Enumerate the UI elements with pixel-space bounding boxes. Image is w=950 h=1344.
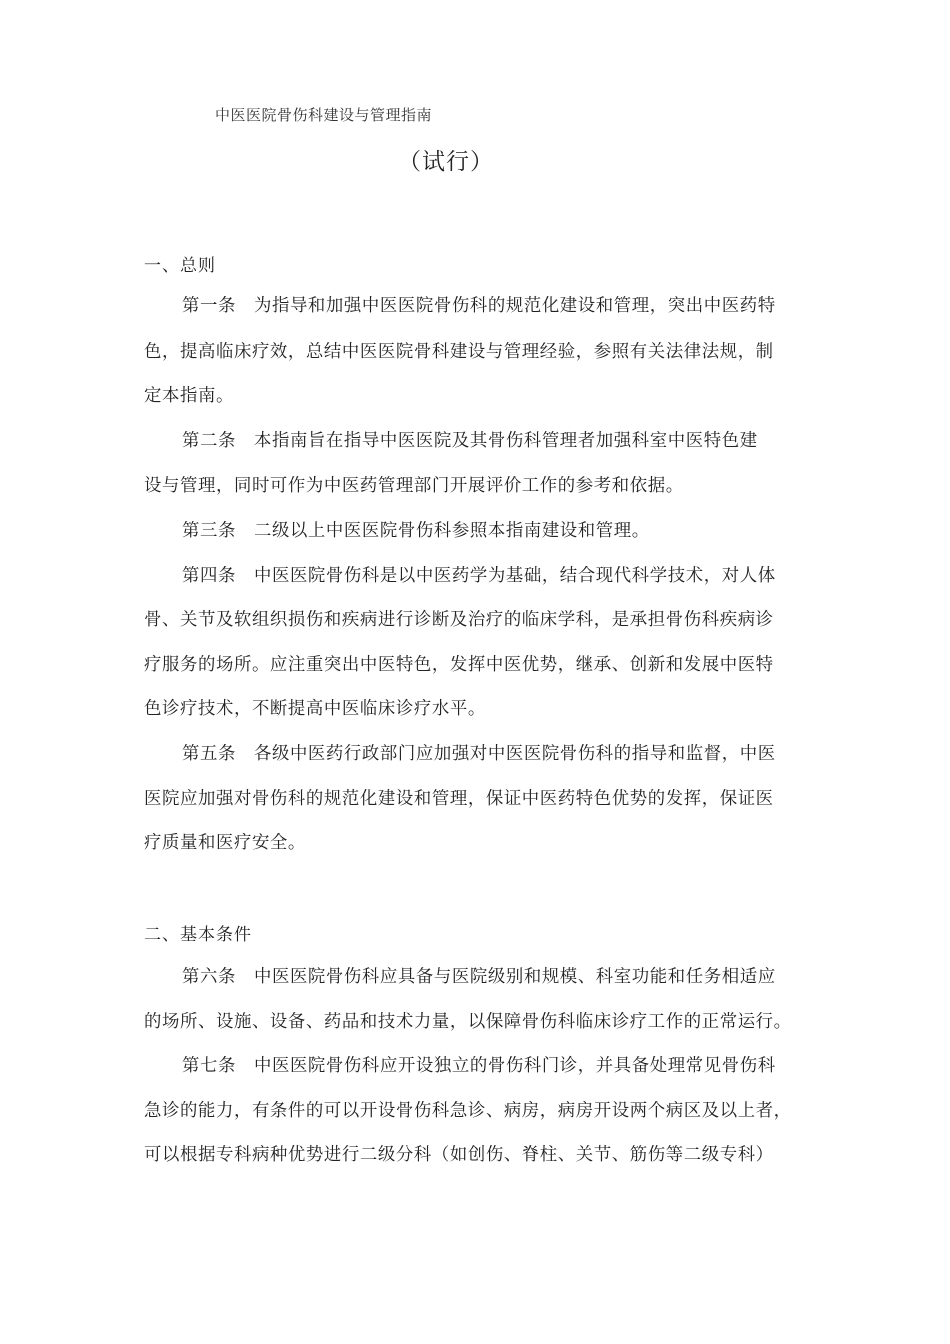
article-6-line-1: 第六条 中医医院骨伤科应具备与医院级别和规模、科室功能和任务相适应 [182,967,776,987]
article-4-line-3: 疗服务的场所。应注重突出中医特色，发挥中医优势，继承、创新和发展中医特 [144,655,774,675]
article-7-line-1: 第七条 中医医院骨伤科应开设独立的骨伤科门诊，并具备处理常见骨伤科 [182,1056,776,1076]
article-3-line-1: 第三条 二级以上中医医院骨伤科参照本指南建设和管理。 [182,521,650,541]
article-2-line-1: 第二条 本指南旨在指导中医医院及其骨伤科管理者加强科室中医特色建 [182,431,758,451]
article-6-line-2: 的场所、设施、设备、药品和技术力量，以保障骨伤科临床诊疗工作的正常运行。 [144,1012,792,1032]
article-7-line-2: 急诊的能力，有条件的可以开设骨伤科急诊、病房，病房开设两个病区及以上者， [144,1101,792,1121]
article-1-line-3: 定本指南。 [144,386,234,406]
document-title: 中医医院骨伤科建设与管理指南 [215,106,433,124]
article-2-line-2: 设与管理，同时可作为中医药管理部门开展评价工作的参考和依据。 [144,476,684,496]
article-5-line-1: 第五条 各级中医药行政部门应加强对中医医院骨伤科的指导和监督，中医 [182,744,776,764]
article-4-line-2: 骨、关节及软组织损伤和疾病进行诊断及治疗的临床学科，是承担骨伤科疾病诊 [144,610,774,630]
article-4-line-4: 色诊疗技术，不断提高中医临床诊疗水平。 [144,699,486,719]
article-7-line-3: 可以根据专科病种优势进行二级分科（如创伤、脊柱、关节、筋伤等二级专科） [144,1145,774,1165]
article-5-line-2: 医院应加强对骨伤科的规范化建设和管理，保证中医药特色优势的发挥，保证医 [144,789,774,809]
section-heading-basic-conditions: 二、基本条件 [144,925,252,945]
document-subtitle: （试行） [398,149,494,175]
article-1-line-2: 色，提高临床疗效，总结中医医院骨科建设与管理经验，参照有关法律法规，制 [144,342,774,362]
article-1-line-1: 第一条 为指导和加强中医医院骨伤科的规范化建设和管理，突出中医药特 [182,296,776,316]
section-heading-general: 一、总则 [144,256,216,276]
article-5-line-3: 疗质量和医疗安全。 [144,833,306,853]
article-4-line-1: 第四条 中医医院骨伤科是以中医药学为基础，结合现代科学技术，对人体 [182,566,776,586]
